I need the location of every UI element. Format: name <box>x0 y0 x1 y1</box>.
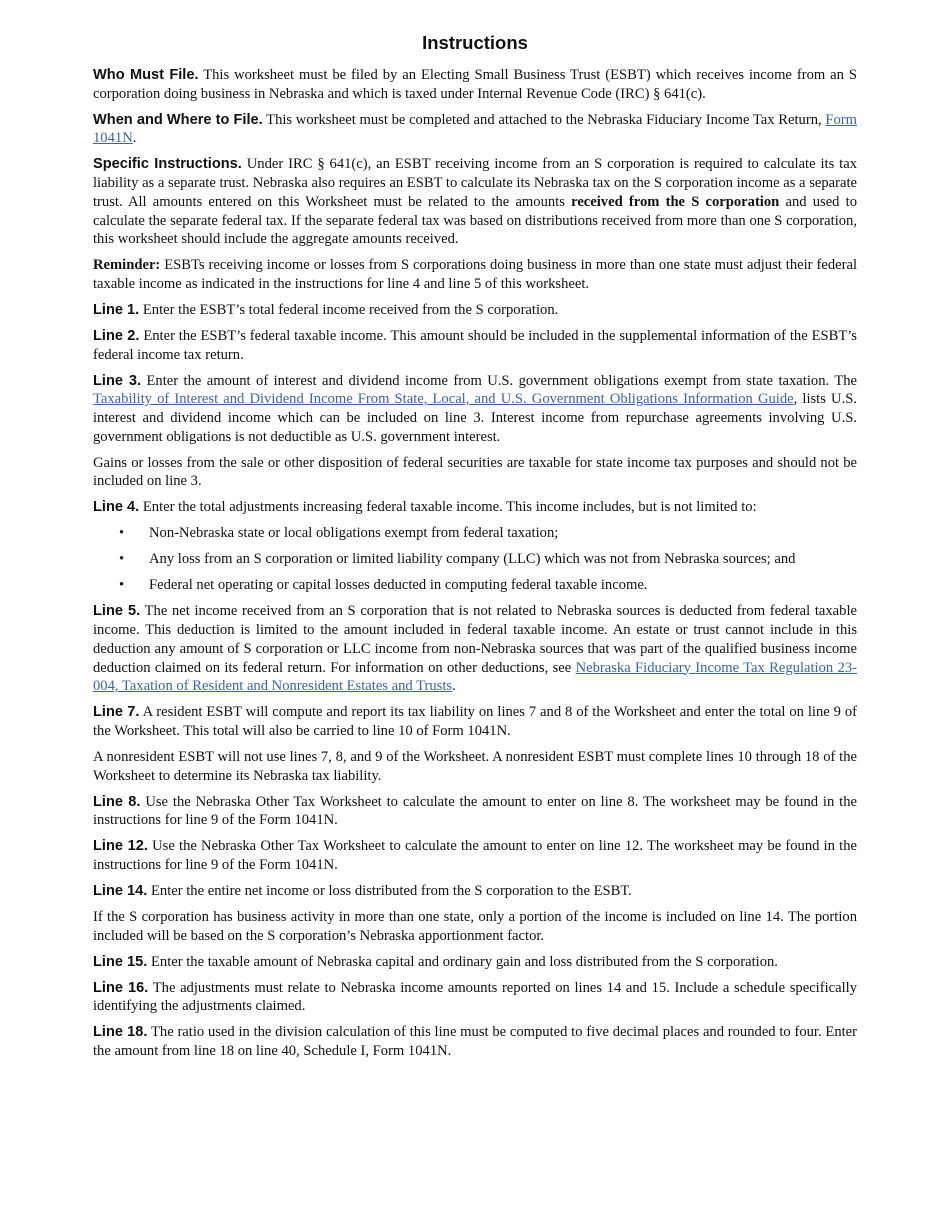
line-15-heading: Line 15. <box>93 953 148 970</box>
line-8-text: Use the Nebraska Other Tax Worksheet to calculate the amount to enter on line 8. The worksheet may be found in the instructions for line 9 of the Form 1041N. <box>93 793 857 829</box>
page-title: Instructions <box>422 32 528 53</box>
who-must-file-heading: Who Must File. <box>93 67 199 83</box>
line-4-text: Enter the total adjustments increasing federal taxable income. This income includes, but is not limited to: <box>142 499 757 516</box>
line-4-heading: Line 4. <box>93 499 140 516</box>
line-5-paragraph <box>93 602 857 696</box>
line-7-heading: Line 7. <box>93 704 140 721</box>
list-item <box>93 576 857 595</box>
list-item <box>93 550 857 569</box>
line-12-text: Use the Nebraska Other Tax Worksheet to calculate the amount to enter on line 12. The worksheet may be found in the instructions for line 9 of the Form 1041N. <box>93 838 858 874</box>
line-1-heading: Line 1. <box>93 301 140 318</box>
line-3-heading: Line 3. <box>93 372 142 389</box>
line-12-heading: Line 12. <box>93 838 148 855</box>
line-16-text: The adjustments must relate to Nebraska income amounts reported on lines 14 and 15. Include a schedule specifically identifying the adjustments claimed. <box>93 979 857 1015</box>
line-14-text: Enter the entire net income or loss distributed from the S corporation to the ESBT. <box>151 883 632 900</box>
line-5-text: The net income received from an S corporation that is not related to Nebraska sources is deducted from federal taxable income. This deduction is limited to the amount included in federal taxable income. An estate or trust cannot include in this deduction any amount of S corporation or LLC income from non-Nebraska sources that was part of the qualified business income deduction claimed on its federal return. For information on other deductions, see <box>93 603 857 676</box>
gains-paragraph: Gains or losses from the sale or other disposition of federal securities are taxable for state income tax purposes and should not be included on line 3. <box>93 454 857 490</box>
multistate-paragraph: If the S corporation has business activity in more than one state, only a portion of the income is included on line 14. The portion included will be based on the S corporation’s Nebraska apportionment factor. <box>93 909 857 944</box>
line-14-heading: Line 14. <box>93 883 148 900</box>
regulation-23-004-link[interactable]: Nebraska Fiduciary Income Tax Regulation 23-004, Taxation of Resident and Nonresident Estates and Trusts <box>93 659 858 695</box>
nonresident-paragraph: A nonresident ESBT will not use lines 7, 8, and 9 of the Worksheet. A nonresident ESBT must complete lines 10 through 18 of the Worksheet to determine its Nebraska tax liability. <box>93 748 857 784</box>
line-1-text: Enter the ESBT’s total federal income received from the S corporation. <box>142 301 559 318</box>
line-3-text-1: Enter the amount of interest and dividend income from U.S. government obligations exempt from state taxation. The <box>146 372 858 389</box>
line-16-heading: Line 16. <box>93 979 149 996</box>
line-15-paragraph <box>93 953 857 972</box>
bullet-icon: • <box>119 551 125 568</box>
line-2-heading: Line 2. <box>93 327 140 344</box>
line-5-end: . <box>452 678 456 695</box>
line-16-paragraph <box>93 979 857 1016</box>
specific-instructions-text-2: and used to calculate the separate federal tax. If the separate federal tax was based on distributions received from more than one S corporation, this worksheet should include the aggregate amounts received. <box>93 193 857 248</box>
bullet-icon: • <box>119 577 125 594</box>
line-8-heading: Line 8. <box>93 793 141 810</box>
list-item <box>93 524 857 543</box>
line-3-paragraph <box>93 372 857 447</box>
who-must-file-paragraph <box>93 66 857 103</box>
list-item-text: Any loss from an S corporation or limited liability company (LLC) which was not from Nebraska sources; and <box>149 551 796 568</box>
when-where-paragraph <box>93 111 857 148</box>
specific-instructions-heading: Specific Instructions. <box>93 156 242 173</box>
line-12-paragraph <box>93 837 857 874</box>
line-5-heading: Line 5. <box>93 603 141 620</box>
line-4-paragraph <box>93 498 857 517</box>
reminder-heading: Reminder: <box>93 257 161 274</box>
line-7-paragraph <box>93 703 857 740</box>
taxability-guide-link[interactable]: Taxability of Interest and Dividend Income From State, Local, and U.S. Government Obligations Information Guide <box>93 391 794 408</box>
who-must-file-text: This worksheet must be filed by an Electing Small Business Trust (ESBT) which receives income from an S corporation doing business in Nebraska and which is taxed under Internal Revenue Code (IRC) § 641(c). <box>93 67 857 102</box>
when-where-end: . <box>132 130 137 147</box>
line-7-text: A resident ESBT will compute and report its tax liability on lines 7 and 8 of the Worksheet and enter the total on line 9 of the Worksheet. This total will also be carried to line 10 of Form 1041N. <box>93 704 857 739</box>
line-3-text-2: , lists U.S. interest and dividend income which can be included on line 3. Interest income from repurchase agreements involving U.S. government obligations is not deductible as U.S. government interest. <box>93 391 857 445</box>
line-1-paragraph <box>93 301 857 320</box>
line-14-paragraph <box>93 882 857 901</box>
bullet-icon: • <box>119 525 125 542</box>
when-where-text: This worksheet must be completed and attached to the Nebraska Fiduciary Income Tax Return, <box>266 111 822 128</box>
line-18-text: The ratio used in the division calculation of this line must be computed to five decimal places and rounded to four. Enter the amount from line 18 on line 40, Schedule I, Form 1041N. <box>93 1024 858 1060</box>
when-where-heading: When and Where to File. <box>93 111 263 128</box>
line-18-heading: Line 18. <box>93 1024 148 1041</box>
list-item-text: Non-Nebraska state or local obligations exempt from federal taxation; <box>149 525 559 542</box>
line-2-text: Enter the ESBT’s federal taxable income. This amount should be included in the supplemental information of the ESBT’s federal income tax return. <box>93 327 857 363</box>
line-8-paragraph <box>93 793 857 830</box>
form-1041n-link[interactable]: Form 1041N <box>93 111 858 147</box>
specific-instructions-paragraph <box>93 155 857 249</box>
reminder-text: ESBTs receiving income or losses from S corporations doing business in more than one state must adjust their federal taxable income as indicated in the instructions for line 4 and line 5 of this worksheet. <box>93 257 857 292</box>
reminder-paragraph <box>93 256 857 293</box>
line-2-paragraph <box>93 327 857 364</box>
specific-instructions-text-1: Under IRC § 641(c), an ESBT receiving income from an S corporation is required to calculate its tax liability as a separate trust. Nebraska also requires an ESBT to calculate its Nebraska tax on the S corporation income as a separate trust. All amounts entered on this Worksheet must be related to the amounts <box>93 156 857 210</box>
line-18-paragraph <box>93 1023 857 1060</box>
line-4-bullet-list <box>93 524 857 595</box>
specific-instructions-bold: received from the S corporation <box>571 193 780 210</box>
line-15-text: Enter the taxable amount of Nebraska capital and ordinary gain and loss distributed from the S corporation. <box>151 953 778 970</box>
list-item-text: Federal net operating or capital losses deducted in computing federal taxable income. <box>149 577 648 594</box>
